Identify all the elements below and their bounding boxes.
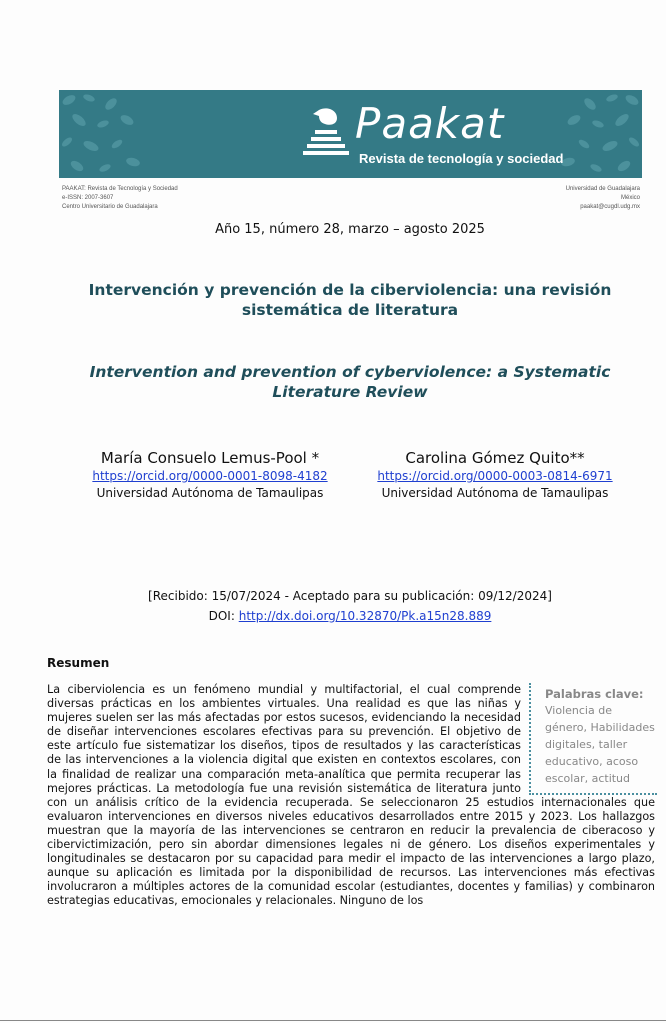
- submission-dates: [0, 586, 666, 626]
- keywords-box: [529, 683, 657, 795]
- doi-link[interactable]: http://dx.doi.org/10.32870/Pk.a15n28.889: [238, 609, 492, 623]
- author-name: María Consuelo Lemus-Pool *: [100, 449, 320, 467]
- journal-logo-name: Paakat: [355, 99, 505, 148]
- journal-logo-icon: [297, 104, 357, 164]
- meta-line: Universidad de Guadalajara: [565, 186, 640, 192]
- author-block: [80, 448, 340, 502]
- author-name: Carolina Gómez Quito**: [405, 449, 585, 467]
- received-accepted-dates: [Recibido: 15/07/2024 - Aceptado para su publicación: 09/12/2024]: [148, 589, 552, 603]
- leaf-pattern-decoration: [59, 90, 149, 178]
- journal-meta-left: [62, 185, 178, 212]
- meta-line: Centro Universitario de Guadalajara: [62, 204, 158, 210]
- author-block: [370, 448, 620, 502]
- meta-line: e-ISSN: 2007-3607: [62, 195, 114, 201]
- journal-logo-subtitle: Revista de tecnología y sociedad: [359, 151, 564, 166]
- abstract-text: La ciberviolencia es un fenómeno mundial y multifactorial, el cual comprende diversas prácticas en los ambientes virtuales. Una realidad es que las niñas y mujeres suelen ser las más afectadas por estos sucesos, evidenciando la necesidad de diseñar intervenciones escolares efectivas para su prevención. El objetivo de este artículo fue sistematizar los diseños, tipos de resultados y las características de las intervenciones a la violencia digital que existen en contextos escolares, con la finalidad de realizar una comparación meta-analítica que permita recuperar las mejores prácticas. La metodología fue una revisión sistemática de literatura junto con un análisis crítico de la evidencia recuperada. Se seleccionaron 25 estudios internacionales que evaluaron intervenciones en diversos niveles educativos desarrollados entre 2015 y 2023. Los hallazgos muestran que la mayoría de las intervenciones se centraron en reducir la prevalencia de ciberacoso y cibervictimización, pero sin abordar dimensiones legales ni de género. Los diseños experimentales y longitudinales se destacaron por su capacidad para medir el impacto de las intervenciones a largo plazo, aunque su aplicación es limitada por la disponibilidad de recursos. Las intervenciones más efectivas involucraron a múltiples actores de la comunidad escolar (estudiantes, docentes y familias) y combinaron estrategias educativas, emocionales y relacionales. Ninguno de los: [47, 683, 655, 908]
- journal-banner: [59, 90, 642, 178]
- journal-meta-right: [566, 185, 640, 212]
- article-title-spanish: Intervención y prevención de la ciberviolencia: una revisión sistemática de literatura: [88, 281, 612, 319]
- keywords-list: Violencia de género, Habilidades digitales, taller educativo, acoso escolar, actitud: [545, 704, 655, 785]
- meta-line: paakat@cugdl.udg.mx: [580, 204, 640, 210]
- meta-line: PAAKAT: Revista de Tecnología y Sociedad: [62, 186, 178, 192]
- meta-line: México: [620, 195, 640, 201]
- author-orcid-link[interactable]: https://orcid.org/0000-0003-0814-6971: [377, 469, 613, 483]
- author-orcid-link[interactable]: https://orcid.org/0000-0001-8098-4182: [92, 469, 328, 483]
- keywords-title: Palabras clave:: [545, 687, 644, 701]
- abstract-heading: Resumen: [47, 656, 110, 670]
- page-divider: [0, 1020, 666, 1021]
- issue-info: Año 15, número 28, marzo – agosto 2025: [215, 222, 485, 237]
- abstract-body: [47, 683, 655, 909]
- author-affiliation: Universidad Autónoma de Tamaulipas: [381, 486, 609, 500]
- leaf-pattern-decoration: [552, 90, 642, 178]
- author-affiliation: Universidad Autónoma de Tamaulipas: [96, 486, 324, 500]
- article-title-english: Intervention and prevention of cyberviolence: a Systematic Literature Review: [89, 363, 611, 401]
- doi-label: DOI:: [208, 609, 235, 623]
- doi-line: [0, 606, 666, 626]
